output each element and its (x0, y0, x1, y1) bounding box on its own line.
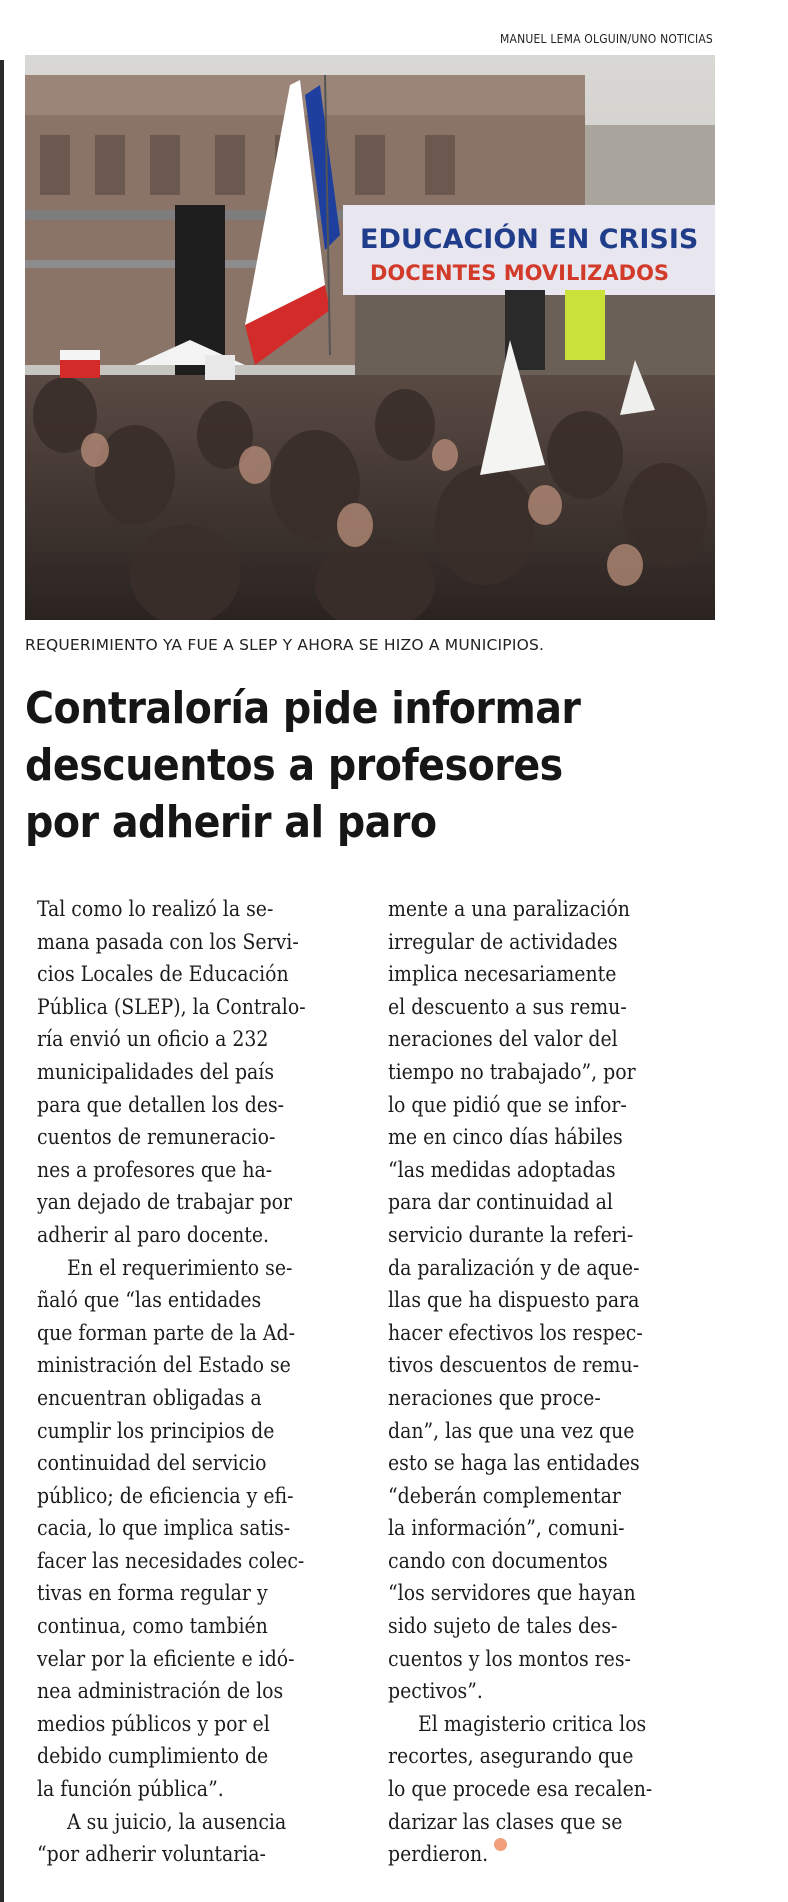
body-line: municipalidades del país (37, 1059, 275, 1084)
body-line: encuentran obligadas a (37, 1385, 262, 1410)
body-line: mana pasada con los Servi- (37, 929, 299, 954)
body-line: la función pública”. (37, 1777, 224, 1802)
body-line: En el requerimiento se- (67, 1255, 293, 1280)
article-end-icon (494, 1838, 507, 1851)
body-line: recortes, asegurando que (388, 1744, 634, 1769)
body-line: yan dejado de trabajar por (37, 1190, 293, 1215)
body-line: cios Locales de Educación (37, 962, 289, 987)
body-line: para dar continuidad al (388, 1190, 613, 1215)
body-line: medios públicos y por el (37, 1711, 270, 1736)
body-line: ministración del Estado se (37, 1353, 291, 1378)
body-line: mente a una paralización (388, 897, 630, 921)
body-line: para que detallen los des- (37, 1092, 285, 1117)
body-line: público; de eficiencia y efi- (37, 1483, 294, 1508)
body-line: neraciones del valor del (388, 1027, 618, 1052)
body-line: llas que ha dispuesto para (388, 1288, 640, 1313)
body-line: darizar las clases que se (388, 1809, 623, 1834)
column-rule (0, 60, 4, 1902)
body-line: tivos descuentos de remu- (388, 1353, 640, 1378)
body-line: ría envió un oficio a 232 (37, 1027, 269, 1052)
protest-photo (25, 55, 715, 620)
body-line: lo que pidió que se infor- (388, 1092, 627, 1117)
body-line: cumplir los principios de (37, 1418, 275, 1443)
body-line: A su juicio, la ausencia (67, 1809, 287, 1834)
body-line: me en cinco días hábiles (388, 1125, 623, 1150)
headline-line: descuentos a profesores (25, 740, 563, 791)
photo-caption: REQUERIMIENTO YA FUE A SLEP Y AHORA SE HIZO A MUNICIPIOS. (25, 636, 545, 654)
body-line: implica necesariamente (388, 962, 617, 987)
body-line: facer las necesidades colec- (37, 1548, 305, 1573)
banner-text-line2: DOCENTES MOVILIZADOS (370, 261, 670, 285)
body-line: cacia, lo que implica satis- (37, 1516, 291, 1541)
body-line: “los servidores que hayan (388, 1581, 636, 1606)
headline-line: por adherir al paro (25, 797, 437, 848)
body-line: ñaló que “las entidades (37, 1288, 262, 1313)
body-line: cuentos y los montos res- (388, 1646, 631, 1671)
headline-line: Contraloría pide informar (25, 683, 581, 734)
body-line: Tal como lo realizó la se- (37, 897, 274, 921)
body-line: hacer efectivos los respec- (388, 1320, 643, 1345)
body-line: cando con documentos (388, 1548, 608, 1573)
banner-text-line1: EDUCACIÓN EN CRISIS (360, 224, 699, 255)
body-line: Pública (SLEP), la Contralo- (37, 994, 306, 1019)
body-column-left (37, 893, 357, 1871)
body-line: que forman parte de la Ad- (37, 1320, 295, 1345)
body-column-right (388, 893, 713, 1871)
body-line: “deberán complementar (388, 1483, 621, 1508)
body-line: El magisterio critica los (418, 1711, 647, 1736)
body-line: adherir al paro docente. (37, 1222, 270, 1247)
body-line: continuidad del servicio (37, 1451, 267, 1476)
body-line: “las medidas adoptadas (388, 1157, 616, 1182)
body-line: neraciones que proce- (388, 1385, 601, 1410)
body-line: irregular de actividades (388, 929, 618, 954)
body-line: nea administración de los (37, 1679, 284, 1704)
body-line: esto se haga las entidades (388, 1451, 640, 1476)
body-line: perdieron. (388, 1838, 713, 1871)
body-line: dan”, las que una vez que (388, 1418, 635, 1443)
body-line: velar por la eficiente e idó- (37, 1646, 295, 1671)
body-line: servicio durante la referi- (388, 1222, 634, 1247)
headline (25, 680, 745, 851)
body-line: el descuento a sus remu- (388, 994, 627, 1019)
body-line: da paralización y de aque- (388, 1255, 640, 1280)
body-line: la información”, comuni- (388, 1516, 625, 1541)
body-line: pectivos”. (388, 1679, 483, 1704)
body-line: tiempo no trabajado”, por (388, 1059, 636, 1084)
photo-credit: MANUEL LEMA OLGUIN/UNO NOTICIAS (500, 32, 713, 46)
body-line: sido sujeto de tales des- (388, 1614, 618, 1639)
body-line: continua, como también (37, 1614, 268, 1639)
body-line: lo que procede esa recalen- (388, 1777, 653, 1802)
body-line: cuentos de remuneracio- (37, 1125, 276, 1150)
body-line: “por adherir voluntaria- (37, 1842, 266, 1867)
body-line: nes a profesores que ha- (37, 1157, 273, 1182)
body-line: tivas en forma regular y (37, 1581, 268, 1606)
body-line: debido cumplimiento de (37, 1744, 269, 1769)
